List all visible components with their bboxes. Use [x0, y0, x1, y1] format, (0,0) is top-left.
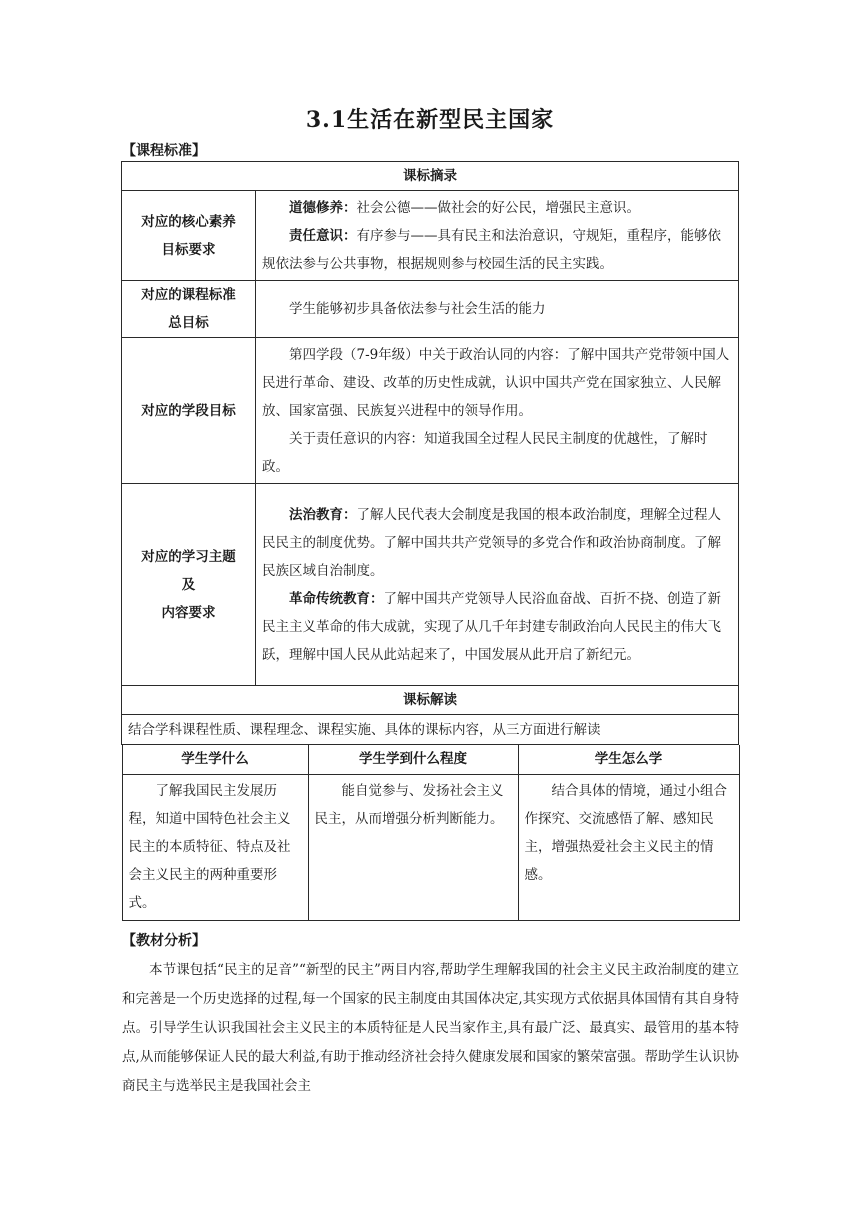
curriculum-section-label: 【课程标准】 — [122, 143, 206, 159]
goal-content: 学生能够初步具备依法参与社会生活的能力 — [256, 281, 739, 338]
core-paragraph-1: 道德修养：社会公德——做社会的好公民，增强民主意识。 — [289, 199, 640, 216]
interpret-cells-row — [122, 774, 739, 920]
col-degree-header: 学生学到什么程度 — [308, 745, 518, 774]
analysis-section-label: 【教材分析】 — [122, 933, 206, 949]
stage-content — [256, 338, 739, 484]
stage-paragraph-2: 关于责任意识的内容：知道我国全过程人民民主制度的优越性，了解时政。 — [262, 430, 708, 475]
theme-paragraph-1: 法治教育：了解人民代表大会制度是我国的根本政治制度，理解全过程人民民主的制度优势。了解中国共共产党领导的多党合作和政治协商制度。了解民族区域自治制度。 — [262, 506, 721, 579]
stage-paragraph-1: 第四学段（7-9年级）中关于政治认同的内容：了解中国共产党带领中国人民进行革命、建设、改革的历史性成就，认识中国共产党在国家独立、人民解放、国家富强、民族复兴进程中的领导作用。 — [262, 346, 730, 419]
theme-paragraph-2: 革命传统教育：了解中国共产党领导人民浴血奋战、百折不挠、创造了新民主主义革命的伟大成就，实现了从几千年封建专制政治向人民民主的伟大飞跃，理解中国人民从此站起来了，中国发展从此开启了新纪元。 — [262, 590, 721, 663]
core-label: 对应的核心素养 目标要求 — [122, 191, 256, 281]
interpret-intro: 结合学科课程性质、课程理念、课程实施、具体的课标内容，从三方面进行解读 — [122, 715, 739, 745]
interpret-col-header-row — [122, 745, 739, 774]
stage-row — [122, 338, 739, 484]
cell-degree: 能自觉参与、发扬社会主义民主，从而增强分析判断能力。 — [308, 774, 518, 920]
cell-how: 结合具体的情境，通过小组合作探究、交流感悟了解、感知民主，增强热爱社会主义民主的情感。 — [518, 774, 739, 920]
curriculum-table — [121, 161, 739, 921]
theme-content — [256, 484, 739, 686]
core-paragraph-2: 责任意识：有序参与——具有民主和法治意识，守规矩，重程序，能够依规依法参与公共事物，根据规则参与校园生活的民主实践。 — [262, 227, 721, 272]
interpret-subtable — [122, 745, 740, 921]
interpret-header-row — [122, 686, 739, 715]
page-title: 3.1生活在新型民主国家 — [305, 107, 555, 133]
excerpt-header: 课标摘录 — [122, 162, 739, 191]
interpret-header: 课标解读 — [122, 686, 739, 715]
col-how-header: 学生怎么学 — [518, 745, 739, 774]
goal-row — [122, 281, 739, 338]
core-content — [256, 191, 739, 281]
excerpt-header-row — [122, 162, 739, 191]
col-what-header: 学生学什么 — [122, 745, 308, 774]
stage-label: 对应的学段目标 — [122, 338, 256, 484]
theme-label: 对应的学习主题 及 内容要求 — [122, 484, 256, 686]
interpret-intro-row — [122, 715, 739, 745]
theme-row — [122, 484, 739, 686]
core-row — [122, 191, 739, 281]
interpret-columns-row — [122, 745, 739, 921]
analysis-paragraph: 本节课包括“民主的足音”“新型的民主”两目内容,帮助学生理解我国的社会主义民主政治制度的建立和完善是一个历史选择的过程,每一个国家的民主制度由其国体决定,其实现方式依据具体国情有其自身特点。引导学生认识我国社会主义民主的本质特征是人民当家作主,具有最广泛、最真实、最管用的基本特点,从而能够保证人民的最大利益,有助于推动经济社会持久健康发展和国家的繁荣富强。帮助学生认识协商民主与选举民主是我国社会主 — [122, 962, 739, 1094]
cell-what: 了解我国民主发展历程，知道中国特色社会主义民主的本质特征、特点及社会主义民主的两种重要形式。 — [122, 774, 308, 920]
goal-label: 对应的课程标准 总目标 — [122, 281, 256, 338]
